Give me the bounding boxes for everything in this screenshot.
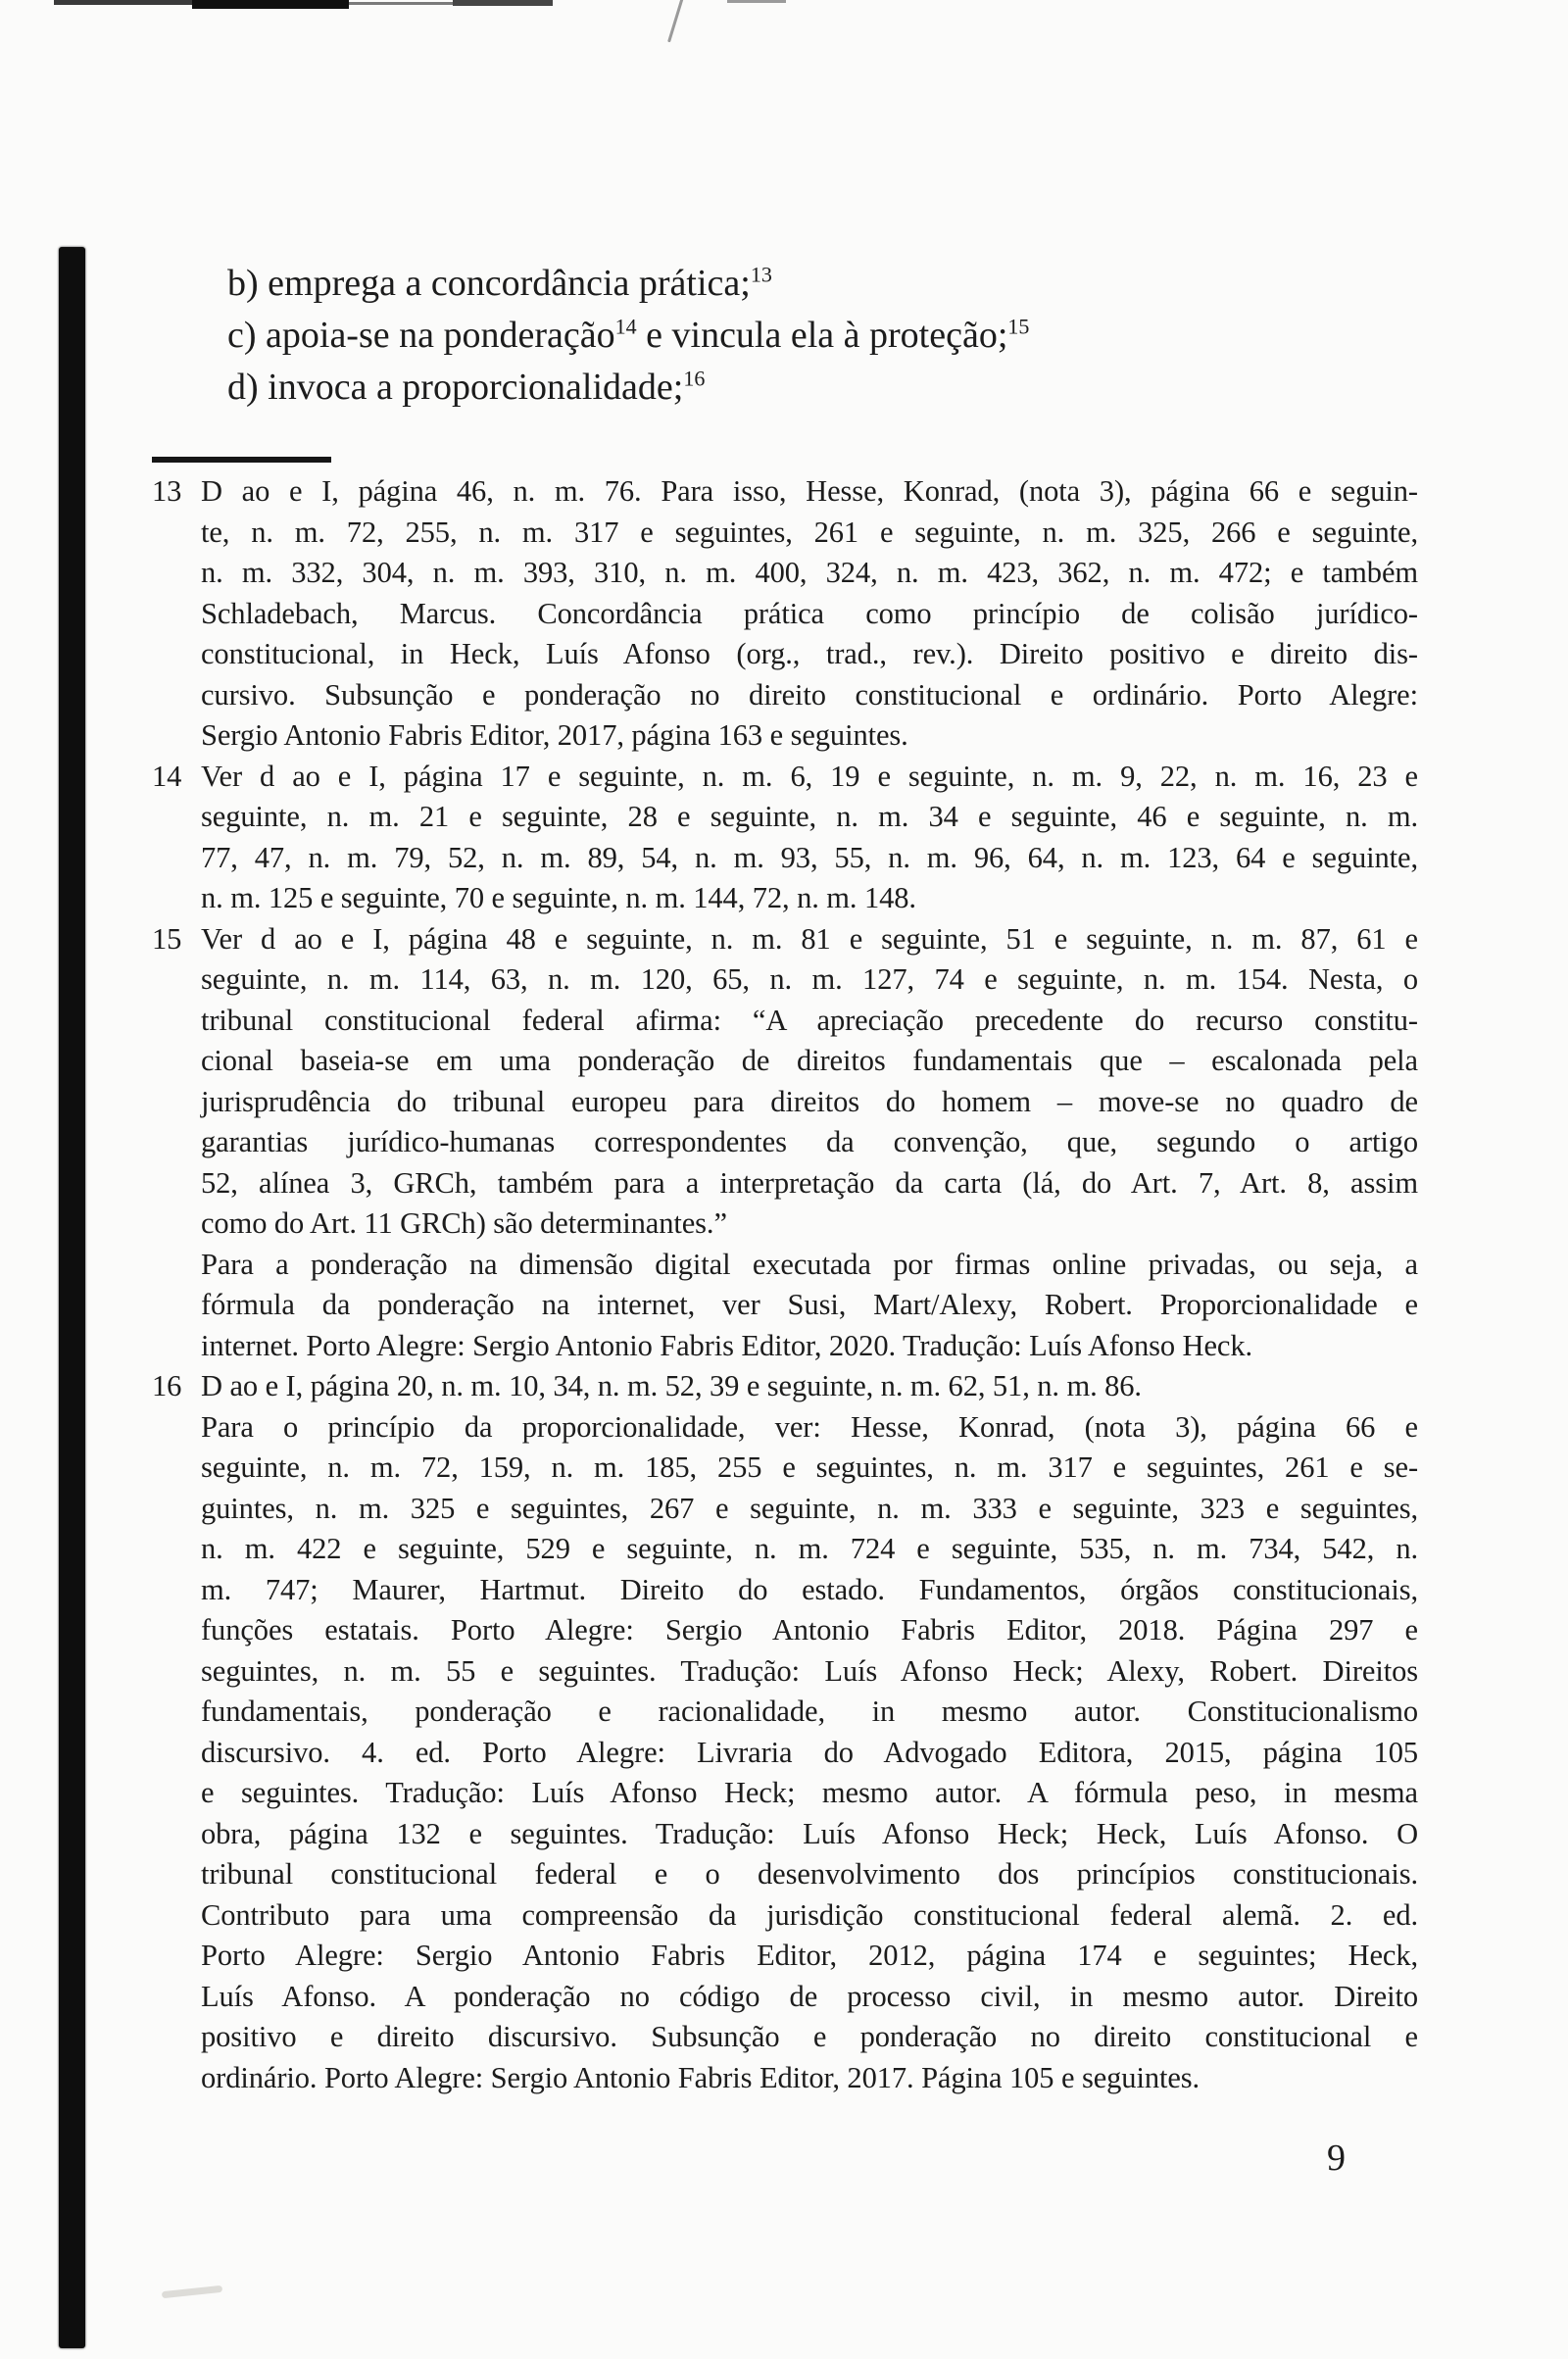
footnote-text: e seguintes. Tradução: Luís Afonso Heck; mesmo autor. A fórmula peso, in mesma (201, 1776, 1418, 1809)
footnote-line (152, 1692, 1418, 1733)
footnote-text: D ao e I, página 46, n. m. 76. Para isso, Hesse, Konrad, (nota 3), página 66 e seguin- (201, 474, 1418, 508)
footnote-line (152, 1082, 1418, 1123)
footnote-text: seguintes, n. m. 55 e seguintes. Tradução: Luís Afonso Heck; Alexy, Robert. Direitos (201, 1653, 1418, 1688)
footnote-line (152, 1041, 1418, 1082)
footnotes-block (152, 471, 1418, 2098)
footnote-line (152, 1854, 1418, 1895)
footnote-number (152, 675, 201, 716)
footnote-number (152, 1163, 201, 1204)
footnote-line (152, 1163, 1418, 1204)
footnote-number (152, 513, 201, 554)
footnote-line (152, 959, 1418, 1001)
footnote-line (152, 1733, 1418, 1774)
footnote-number (152, 1814, 201, 1855)
footnote-text: positivo e direito discursivo. Subsunção e ponderação no direito constitucional e (201, 2020, 1418, 2053)
footnote-number (152, 1651, 201, 1693)
footnote-line (152, 1204, 1418, 1245)
footnote-number (152, 1082, 201, 1123)
footnote-line (152, 1001, 1418, 1042)
footnote-text: Porto Alegre: Sergio Antonio Fabris Editor, 2012, página 174 e seguintes; Heck, (201, 1939, 1418, 1972)
footnote-text: obra, página 132 e seguintes. Tradução: Luís Afonso Heck; Heck, Luís Afonso. O (201, 1816, 1418, 1850)
item-c: c) apoia-se na ponderação$^{14}$ e vincula ela à proteção;$^{15}$ (227, 314, 1030, 356)
footnote-number (152, 2017, 201, 2058)
footnote-number (152, 1773, 201, 1814)
page-number: 9 (1327, 2138, 1346, 2179)
item-b: b) emprega a concordância prática;$^{13}$ (227, 262, 772, 304)
footnote-line (152, 797, 1418, 838)
footnote-line (152, 1407, 1418, 1449)
footnote-text: garantias jurídico-humanas correspondentes da convenção, que, segundo o artigo (201, 1125, 1418, 1158)
footnote-line (152, 513, 1418, 554)
footnote-text: Luís Afonso. A ponderação no código de processo civil, in mesmo autor. Direito (201, 1979, 1418, 2013)
footnote-line (152, 634, 1418, 675)
footnote-number (152, 634, 201, 675)
footnote-text: Ver d ao e I, página 48 e seguinte, n. m. 81 e seguinte, 51 e seguinte, n. m. 87, 61 e (201, 921, 1418, 956)
footnote-number (152, 1977, 201, 2018)
footnote-number: 14 (152, 759, 182, 793)
footnote-line (152, 1122, 1418, 1163)
footnote-line (152, 1489, 1418, 1530)
footnote-text: Para a ponderação na dimensão digital executada por firmas online privadas, ou seja, a (201, 1247, 1418, 1281)
footnote-text: cional baseia-se em uma ponderação de direitos fundamentais que – escalonada pela (201, 1044, 1418, 1077)
footnote-text: Sergio Antonio Fabris Editor, 2017, página 163 e seguintes. (201, 718, 908, 752)
footnote-line (152, 1936, 1418, 1977)
footnote-text: discursivo. 4. ed. Porto Alegre: Livraria do Advogado Editora, 2015, página 105 (201, 1735, 1418, 1769)
scan-black-bar (59, 247, 85, 2348)
footnote-line (152, 553, 1418, 594)
footnote-text: constitucional, in Heck, Luís Afonso (org., trad., rev.). Direito positivo e direito dis- (201, 637, 1418, 670)
footnote-number (152, 1570, 201, 1611)
footnote-number (152, 959, 201, 1001)
footnote-number (152, 1001, 201, 1042)
footnote-line (152, 838, 1418, 879)
footnote-ref: 13 (750, 262, 772, 287)
footnote-number (152, 2058, 201, 2099)
footnote-line (152, 2058, 1418, 2099)
footnote-line (152, 878, 1418, 919)
footnote-text: guintes, n. m. 325 e seguintes, 267 e seguinte, n. m. 333 e seguinte, 323 e seguintes, (201, 1491, 1418, 1525)
footnote-line (152, 1977, 1418, 2018)
footnote-line (152, 2017, 1418, 2058)
footnote-number (152, 1854, 201, 1895)
footnote-line (152, 757, 1418, 798)
footnote-line (152, 1529, 1418, 1570)
scan-scratch-mark (667, 0, 684, 42)
footnote-ref: 14 (614, 314, 637, 339)
scan-top-streak (54, 0, 196, 5)
footnote-text: seguinte, n. m. 21 e seguinte, 28 e seguinte, n. m. 34 e seguinte, 46 e seguinte, n. m. (201, 800, 1418, 833)
footnote-text: Schladebach, Marcus. Concordância prática como princípio de colisão jurídico- (201, 596, 1418, 630)
footnote-text: tribunal constitucional federal afirma: “A apreciação precedente do recurso constitu- (201, 1003, 1418, 1037)
footnote-line (152, 1285, 1418, 1326)
footnote-text: fundamentais, ponderação e racionalidade, in mesmo autor. Constitucionalismo (201, 1695, 1418, 1728)
footnote-separator (152, 457, 331, 463)
footnote-text: funções estatais. Porto Alegre: Sergio Antonio Fabris Editor, 2018. Página 297 e (201, 1613, 1418, 1646)
footnote-number: 13 (152, 474, 182, 508)
footnote-text: 52, alínea 3, GRCh, também para a interpretação da carta (lá, do Art. 7, Art. 8, assim (201, 1165, 1418, 1200)
footnote-text: seguinte, n. m. 72, 159, n. m. 185, 255 e seguintes, n. m. 317 e seguintes, 261 e se- (201, 1450, 1418, 1484)
footnote-line (152, 1570, 1418, 1611)
body-text-list (227, 258, 1029, 414)
footnote-line (152, 1773, 1418, 1814)
footnote-number (152, 1895, 201, 1937)
footnote-text: fórmula da ponderação na internet, ver Susi, Mart/Alexy, Robert. Proporcionalidade e (201, 1288, 1418, 1321)
scan-smudge (162, 2285, 222, 2298)
footnote-line (152, 1651, 1418, 1693)
footnote-number (152, 1245, 201, 1286)
footnote-line (152, 1245, 1418, 1286)
footnote-text: 77, 47, n. m. 79, 52, n. m. 89, 54, n. m. 93, 55, n. m. 96, 64, n. m. 123, 64 e seguinte, (201, 840, 1418, 874)
footnote-text: n. m. 125 e seguinte, 70 e seguinte, n. m. 144, 72, n. m. 148. (201, 881, 916, 914)
footnote-number (152, 838, 201, 879)
scan-top-streak (453, 0, 553, 6)
footnote-text: ordinário. Porto Alegre: Sergio Antonio Fabris Editor, 2017. Página 105 e seguintes. (201, 2060, 1200, 2094)
scan-top-streak (349, 2, 459, 5)
footnote-number (152, 1610, 201, 1651)
footnote-number (152, 1122, 201, 1163)
scan-top-streak (192, 0, 349, 9)
footnote-ref: 16 (683, 366, 706, 391)
footnote-line (152, 1366, 1418, 1407)
footnote-number (152, 1041, 201, 1082)
footnote-number (152, 797, 201, 838)
footnote-line (152, 1895, 1418, 1937)
footnote-line (152, 471, 1418, 513)
footnote-line (152, 1448, 1418, 1489)
item-d: d) invoca a proporcionalidade;$^{16}$ (227, 366, 706, 408)
footnote-line (152, 715, 1418, 757)
footnote-number (152, 1407, 201, 1449)
footnote-text: Ver d ao e I, página 17 e seguinte, n. m. 6, 19 e seguinte, n. m. 9, 22, n. m. 16, 23 e (201, 759, 1418, 793)
footnote-number (152, 1733, 201, 1774)
footnote-number: 16 (152, 1369, 182, 1402)
footnote-number (152, 715, 201, 757)
footnote-line (152, 1610, 1418, 1651)
footnote-text: n. m. 332, 304, n. m. 393, 310, n. m. 400, 324, n. m. 423, 362, n. m. 472; e também (201, 556, 1418, 589)
footnote-line (152, 594, 1418, 635)
footnote-line (152, 1814, 1418, 1855)
scan-top-streak (727, 0, 786, 3)
footnote-number (152, 1692, 201, 1733)
footnote-text: D ao e I, página 20, n. m. 10, 34, n. m. 52, 39 e seguinte, n. m. 62, 51, n. m. 86. (201, 1369, 1142, 1402)
footnote-line (152, 919, 1418, 960)
footnote-text: cursivo. Subsunção e ponderação no direito constitucional e ordinário. Porto Alegre: (201, 677, 1418, 712)
footnote-text: tribunal constitucional federal e o desenvolvimento dos princípios constitucionais. (201, 1857, 1418, 1891)
footnote-text: te, n. m. 72, 255, n. m. 317 e seguintes, 261 e seguinte, n. m. 325, 266 e seguinte, (201, 515, 1418, 549)
footnote-ref: 15 (1007, 314, 1030, 339)
footnote-number (152, 594, 201, 635)
footnote-number: 15 (152, 921, 182, 956)
footnote-number (152, 1529, 201, 1570)
footnote-number (152, 1326, 201, 1367)
footnote-text: Contributo para uma compreensão da jurisdição constitucional federal alemã. 2. ed. (201, 1897, 1418, 1932)
footnote-text: m. 747; Maurer, Hartmut. Direito do estado. Fundamentos, órgãos constitucionais, (201, 1572, 1418, 1606)
footnote-line (152, 1326, 1418, 1367)
footnote-text: internet. Porto Alegre: Sergio Antonio Fabris Editor, 2020. Tradução: Luís Afonso Heck. (201, 1328, 1253, 1362)
footnote-number (152, 1285, 201, 1326)
footnote-text: seguinte, n. m. 114, 63, n. m. 120, 65, n. m. 127, 74 e seguinte, n. m. 154. Nesta, o (201, 962, 1418, 996)
footnote-text: Para o princípio da proporcionalidade, ver: Hesse, Konrad, (nota 3), página 66 e (201, 1409, 1418, 1444)
footnote-number (152, 553, 201, 594)
footnote-text: como do Art. 11 GRCh) são determinantes.” (201, 1206, 727, 1240)
footnote-number (152, 1204, 201, 1245)
footnote-number (152, 1936, 201, 1977)
footnote-number (152, 1448, 201, 1489)
footnote-text: n. m. 422 e seguinte, 529 e seguinte, n. m. 724 e seguinte, 535, n. m. 734, 542, n. (201, 1532, 1418, 1565)
footnote-text: jurisprudência do tribunal europeu para direitos do homem – move-se no quadro de (201, 1084, 1418, 1118)
footnote-line (152, 675, 1418, 716)
footnote-number (152, 878, 201, 919)
footnote-number (152, 1489, 201, 1530)
